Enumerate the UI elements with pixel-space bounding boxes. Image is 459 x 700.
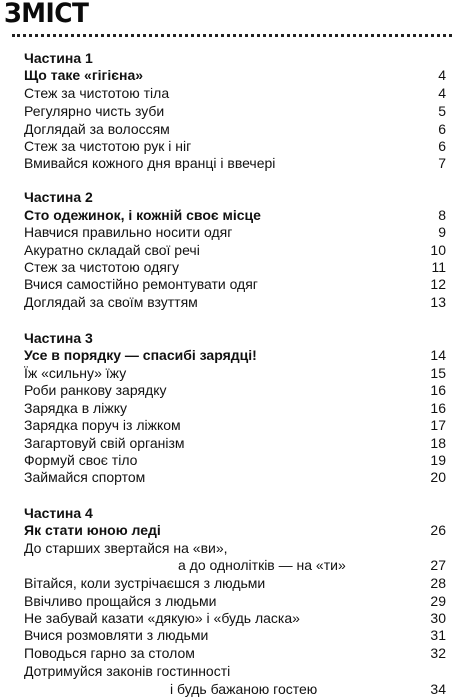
toc-entry-page: 13 (430, 294, 446, 310)
toc-entry-title: і будь бажаною гостею (170, 681, 318, 697)
toc-entry-title: Загартовуй свій організм (24, 435, 185, 451)
toc-entry-page: 26 (430, 522, 446, 538)
toc-entry-page: 4 (438, 85, 446, 101)
toc-entry-title: Зарядка поруч із ліжком (24, 417, 181, 433)
toc-entry-page: 31 (430, 627, 446, 643)
toc-entry-title: Усе в порядку — спасибі зарядці! (24, 347, 257, 363)
toc-entry-title: Стеж за чистотою тіла (24, 85, 170, 101)
toc-entry-title: Поводься гарно за столом (24, 645, 195, 661)
toc-entry-title: Доглядай за своїм взуттям (24, 294, 198, 310)
toc-entry-page: 17 (430, 417, 446, 433)
dotted-divider (12, 34, 452, 37)
toc-entry-page: 4 (438, 67, 446, 83)
toc-entry-title: а до однолітків — на «ти» (178, 557, 346, 573)
page-title: ЗМІСТ (4, 0, 89, 29)
toc-entry-page: 30 (430, 610, 446, 626)
toc-entry-title: Займайся спортом (24, 469, 146, 485)
toc-entry-title: Формуй своє тіло (24, 452, 138, 468)
toc-entry-page: 16 (430, 382, 446, 398)
toc-entry-title: Сто одежинок, і кожній своє місце (24, 207, 261, 223)
toc-entry-page: 15 (430, 365, 446, 381)
toc-entry-page: 34 (430, 681, 446, 697)
toc-entry-page: 14 (430, 347, 446, 363)
toc-entry-page: 18 (430, 435, 446, 451)
toc-entry-page: 11 (431, 259, 446, 275)
toc-entry-title: Стеж за чистотою рук і ніг (24, 138, 192, 154)
toc-entry-title: Зарядка в ліжку (24, 400, 127, 416)
toc-entry-page: 10 (430, 242, 446, 258)
toc-entry-title: Акуратно складай свої речі (24, 242, 200, 258)
toc-entry-title: Вчися розмовляти з людьми (24, 627, 209, 643)
toc-entry-page: 8 (438, 207, 446, 223)
toc-entry-title: До старших звертайся на «ви», (24, 540, 228, 556)
toc-entry-page: 6 (438, 138, 446, 154)
toc-entry-title: Вчися самостійно ремонтувати одяг (24, 276, 258, 292)
toc-entry-title: Навчися правильно носити одяг (24, 224, 233, 240)
toc-entry-title: Доглядай за волоссям (24, 121, 170, 137)
toc-entry-page: 32 (430, 645, 446, 661)
toc-entry-title: Вмивайся кожного дня вранці і ввечері (24, 155, 276, 171)
toc-entry-page: 5 (438, 103, 446, 119)
toc-entry-page: 9 (438, 224, 446, 240)
toc-entry-title: Роби ранкову зарядку (24, 382, 167, 398)
toc-entry-title: Ввічливо прощайся з людьми (24, 593, 217, 609)
toc-entry-page: 6 (438, 121, 446, 137)
toc-entry-page: 20 (430, 469, 446, 485)
toc-entry-title: Стеж за чистотою одягу (24, 259, 179, 275)
toc-entry-title: Дотримуйся законів гостинності (24, 663, 231, 679)
toc-entry-title: Не забувай казати «дякую» і «будь ласка» (24, 610, 300, 626)
toc-entry-title: Їж «сильну» їжу (24, 365, 127, 381)
toc-entry-page: 19 (430, 452, 446, 468)
toc-entry-title: Регулярно чисть зуби (24, 103, 165, 119)
toc-entry-title: Вітайся, коли зустрічаєшся з людьми (24, 575, 266, 591)
toc-entry-page: 7 (438, 155, 446, 171)
section-heading-3: Частина 3 (24, 330, 93, 346)
toc-entry-title: Як стати юною леді (24, 522, 161, 538)
toc-entry-page: 28 (430, 575, 446, 591)
section-heading-1: Частина 1 (24, 50, 93, 66)
toc-entry-page: 29 (430, 593, 446, 609)
toc-entry-page: 12 (430, 276, 446, 292)
section-heading-2: Частина 2 (24, 189, 93, 205)
toc-entry-page: 27 (430, 557, 446, 573)
toc-entry-page: 16 (430, 400, 446, 416)
section-heading-4: Частина 4 (24, 505, 93, 521)
toc-entry-title: Що таке «гігієна» (24, 67, 144, 83)
